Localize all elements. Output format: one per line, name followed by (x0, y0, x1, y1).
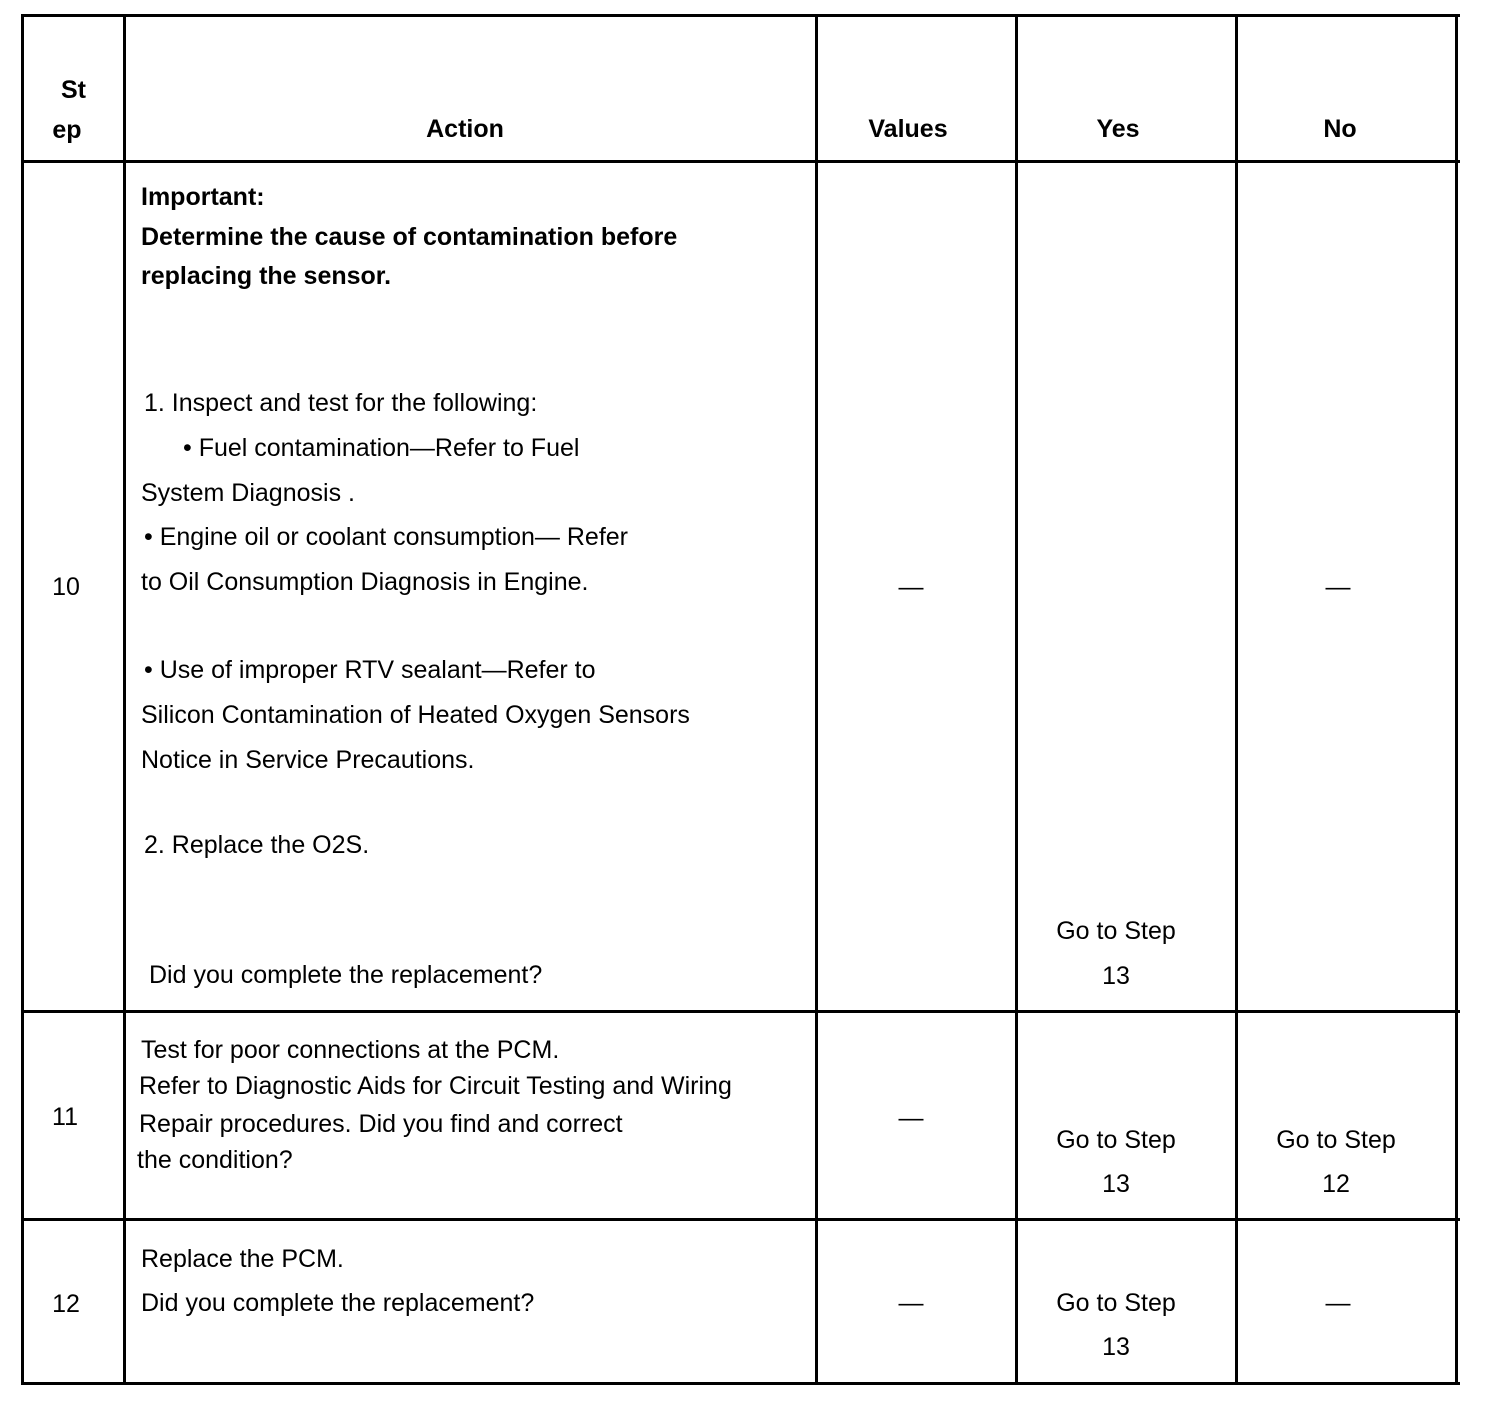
row-11-action-line2: Refer to Diagnostic Aids for Circuit Testing and Wiring (139, 1072, 732, 1100)
header-yes: Yes (1096, 115, 1140, 143)
row-10-important-line2: replacing the sensor. (141, 262, 392, 290)
row-11-action-line1: Test for poor connections at the PCM. (141, 1036, 560, 1064)
row-11-no-line2: 12 (1322, 1170, 1350, 1198)
row-10-values: — (898, 573, 924, 601)
header-action: Action (426, 115, 504, 143)
row-12-no: — (1325, 1289, 1351, 1317)
header-values: Values (868, 115, 948, 143)
row-10-bullet2-line1: • Engine oil or coolant consumption— Refer (144, 523, 629, 551)
row-10-yes-line1: Go to Step (1056, 917, 1176, 945)
row-12-yes-line2: 13 (1102, 1333, 1130, 1361)
row-10-item1: 1. Inspect and test for the following: (144, 389, 538, 417)
row-10-bullet3-line1: • Use of improper RTV sealant—Refer to (144, 656, 596, 684)
row-divider-10-11 (21, 1010, 1460, 1013)
row-11-yes-line1: Go to Step (1056, 1126, 1176, 1154)
row-11-action-line3: Repair procedures. Did you find and correct (139, 1110, 623, 1138)
col-divider-step-action (123, 14, 126, 1385)
row-10-bullet1-line1: • Fuel contamination—Refer to Fuel (183, 434, 580, 462)
row-12-step: 12 (52, 1290, 80, 1318)
col-divider-action-values (815, 14, 818, 1385)
row-10-yes-line2: 13 (1102, 962, 1130, 990)
row-10-bullet3-line2: Silicon Contamination of Heated Oxygen Sensors (141, 701, 690, 729)
row-10-no: — (1325, 573, 1351, 601)
table-border-bottom (21, 1382, 1460, 1385)
row-divider-11-12 (21, 1218, 1460, 1221)
row-11-step: 11 (52, 1103, 78, 1131)
row-10-item2: 2. Replace the O2S. (144, 831, 370, 859)
row-10-important-line1: Determine the cause of contamination before (141, 223, 678, 251)
row-10-bullet1-line2: System Diagnosis . (141, 479, 355, 507)
row-11-values: — (898, 1104, 924, 1132)
header-step-line1: St (61, 76, 86, 104)
row-10-question: Did you complete the replacement? (149, 961, 543, 989)
row-10-step: 10 (52, 573, 80, 601)
row-11-yes-line2: 13 (1102, 1170, 1130, 1198)
row-12-action-line2: Did you complete the replacement? (141, 1289, 535, 1317)
header-no: No (1323, 115, 1357, 143)
header-step-line2: ep (52, 116, 82, 144)
row-11-action-line4: the condition? (137, 1146, 293, 1174)
row-12-action-line1: Replace the PCM. (141, 1245, 344, 1273)
row-12-yes-line1: Go to Step (1056, 1289, 1176, 1317)
table-border-top (21, 14, 1460, 17)
row-10-bullet3-line3: Notice in Service Precautions. (141, 746, 475, 774)
header-divider (21, 160, 1460, 163)
row-12-values: — (898, 1289, 924, 1317)
row-11-no-line1: Go to Step (1276, 1126, 1396, 1154)
table-border-right (1455, 14, 1458, 1385)
row-10-important-label: Important: (141, 183, 265, 211)
row-10-bullet2-line2: to Oil Consumption Diagnosis in Engine. (141, 568, 589, 596)
table-border-left (21, 14, 24, 1385)
